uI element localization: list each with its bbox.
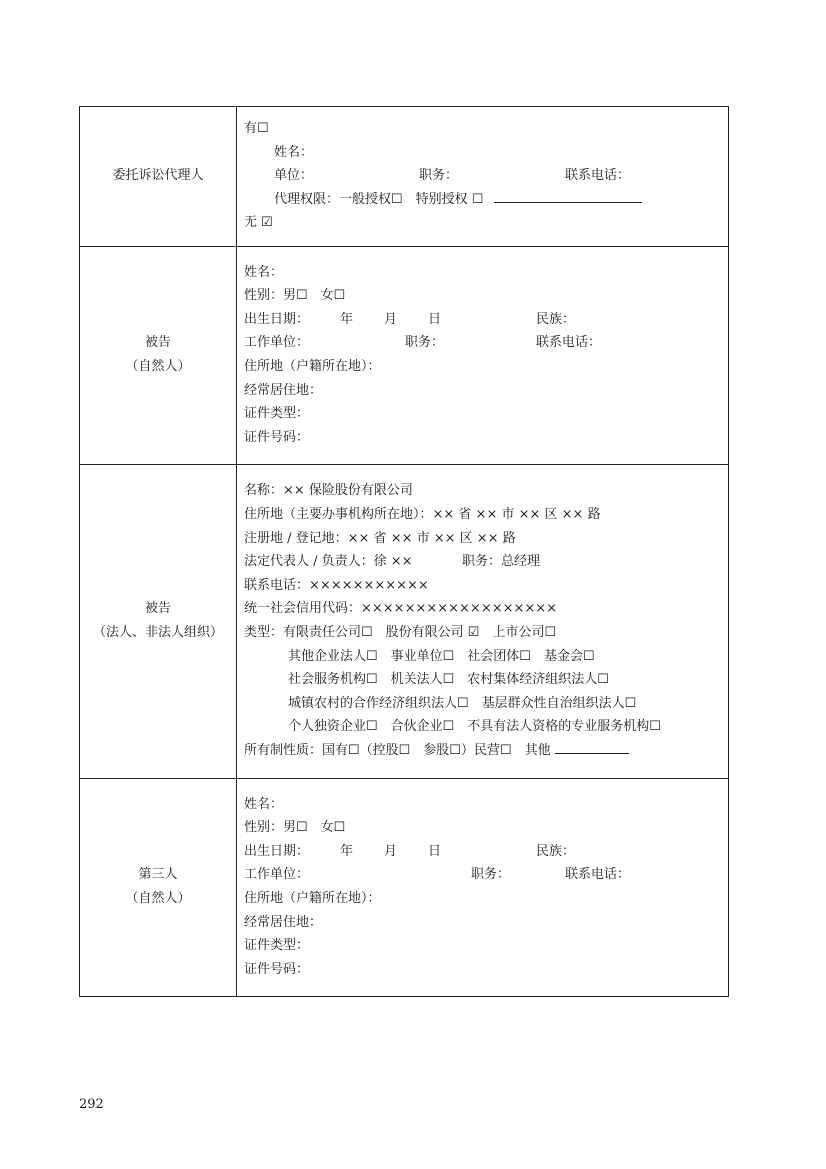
third-birth-field: 出生日期： [244,843,310,859]
defendant-org-label: 被告 [144,601,171,617]
defendant-name-field: 姓名： [244,264,284,280]
agent-content-cell [237,107,729,247]
defendant-org-content-cell [237,464,729,778]
org-domicile-field: 住所地（主要办事机构所在地）：×× 省 ×× 市 ×× 区 ×× 路 [244,507,601,522]
third-id-number-field: 证件号码： [244,961,310,977]
third-residence-field: 住所地（户籍所在地）： [244,890,381,906]
defendant-work-unit-field: 工作单位： [244,335,310,351]
third-birth-month: 月 [384,843,398,859]
defendant-gender-options[interactable]: 性别：男☐ 女☐ [244,288,346,304]
agent-has-option[interactable]: 有☐ [244,121,269,136]
org-type-options-5[interactable]: 个人独资企业☐ 合伙企业☐ 不具有法人资格的专业服务机构☐ [288,719,661,735]
third-position-field: 职务： [471,867,511,883]
agent-label-cell [80,107,237,247]
agent-name-field: 姓名： [274,144,314,160]
third-phone-field: 联系电话： [565,867,631,883]
third-work-unit-field: 工作单位： [244,867,310,883]
org-position-field: 职务：总经理 [462,554,541,570]
defendant-org-row [80,464,729,778]
third-birth-day: 日 [428,843,442,859]
defendant-residence-field: 住所地（户籍所在地）： [244,358,381,374]
defendant-org-label-cell [80,464,237,778]
defendant-org-label-sub: （法人、非法人组织） [92,625,223,641]
defendant-id-number-field: 证件号码： [244,429,310,445]
org-type-options-1[interactable]: 类型：有限责任公司☐ 股份有限公司 ☑ 上市公司☐ [244,624,557,640]
third-ethnicity-field: 民族： [536,843,576,859]
defendant-birth-day: 日 [428,311,442,327]
defendant-id-type-field: 证件类型： [244,406,310,422]
third-party-content-cell [237,778,729,996]
org-legal-rep-field: 法定代表人 / 负责人：徐 ×× [244,554,413,570]
org-type-options-4[interactable]: 城镇农村的合作经济组织法人☐ 基层群众性自治组织法人☐ [288,695,637,711]
org-registered-field: 注册地 / 登记地：×× 省 ×× 市 ×× 区 ×× 路 [244,530,516,546]
agent-phone-field: 联系电话： [565,168,631,184]
org-type-options-3[interactable]: 社会服务机构☐ 机关法人☐ 农村集体经济组织法人☐ [288,672,609,688]
defendant-birth-month: 月 [384,311,398,327]
agent-row [80,107,729,247]
third-id-type-field: 证件类型： [244,938,310,954]
defendant-person-label-cell [80,246,237,464]
defendant-phone-field: 联系电话： [536,335,602,351]
defendant-ethnicity-field: 民族： [536,311,576,327]
defendant-person-label-sub: （自然人） [125,359,191,375]
page-number: 292 [79,1097,104,1112]
third-party-label-sub: （自然人） [125,891,191,907]
third-name-field: 姓名： [244,796,284,812]
org-type-options-2[interactable]: 其他企业法人☐ 事业单位☐ 社会团体☐ 基金会☐ [288,648,595,664]
defendant-birth-year: 年 [340,311,354,327]
defendant-habitual-residence-field: 经常居住地： [244,382,323,398]
org-name-field: 名称：×× 保险股份有限公司 [244,483,413,499]
defendant-person-content-cell [237,246,729,464]
agent-authority-blank [494,188,642,203]
org-phone-field: 联系电话：××××××××××× [244,577,429,593]
third-party-label-cell [80,778,237,996]
third-birth-year: 年 [340,843,354,859]
defendant-birth-field: 出生日期： [244,311,310,327]
org-ownership-options[interactable]: 所有制性质：国有☐（控股☐ 参股☐）民营☐ 其他 [244,742,551,758]
third-party-row [80,778,729,996]
defendant-person-row [80,246,729,464]
agent-none-option[interactable]: 无 ☑ [244,215,273,231]
third-party-label: 第三人 [138,867,178,883]
defendant-person-label: 被告 [144,335,171,351]
third-gender-options[interactable]: 性别：男☐ 女☐ [244,820,346,836]
complaint-form-table [79,106,729,997]
agent-unit-field: 单位： [274,168,314,184]
org-credit-code-field: 统一社会信用代码：×××××××××××××××××× [244,601,558,617]
agent-authority-options[interactable]: 代理权限：一般授权☐ 特别授权 ☐ [274,191,484,207]
org-ownership-other-blank [555,739,629,754]
defendant-position-field: 职务： [405,335,445,351]
third-habitual-residence-field: 经常居住地： [244,914,323,930]
agent-position-field: 职务： [419,168,459,184]
agent-label: 委托诉讼代理人 [112,168,204,184]
